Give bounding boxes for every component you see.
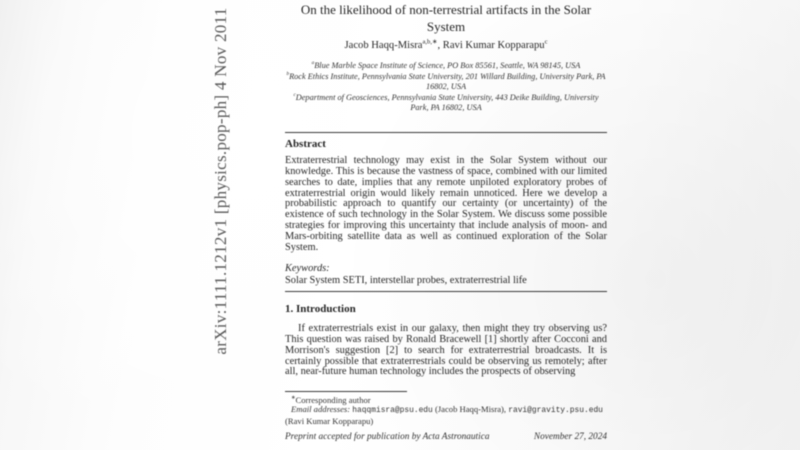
email-address-1: haqqmisra@psu.edu [352, 406, 433, 415]
affiliation-b-text: Rock Ethics Institute, Pennsylvania State University, 201 Willard Building, University Park, PA 16802, USA [289, 71, 606, 92]
affiliation-b [285, 72, 607, 93]
author-affil-marks-2: c [544, 38, 548, 46]
affiliation-b-mark: b [286, 70, 290, 77]
affiliation-c-text: Department of Geosciences, Pennsylvania State University, 443 Deike Building, University Park, PA 16802, USA [295, 92, 599, 113]
email-owner-1: (Jacob Haqq-Misra), [434, 404, 507, 414]
arxiv-identifier-stamp: arXiv:1111.1212v1 [physics.pop-ph] 4 Nov 2011 [211, 7, 230, 355]
affiliation-a-mark: a [311, 60, 315, 67]
paper-title-line-1: On the likelihood of non-terrestrial artifacts in the Solar [300, 2, 592, 17]
email-addresses-label: Email addresses: [291, 404, 351, 414]
email-addresses-note [285, 404, 607, 426]
keywords-label: Keywords: [285, 263, 330, 274]
author-separator: , [437, 40, 443, 51]
author-name-1: Jacob Haqq-Misra [344, 40, 423, 51]
footnote-rule [285, 391, 407, 392]
abstract-top-rule [285, 132, 607, 133]
affiliation-a [285, 61, 607, 72]
email-owner-2: (Ravi Kumar Kopparapu) [285, 416, 374, 426]
author-affil-marks-1: a,b,∗ [422, 38, 438, 46]
affiliation-a-text: Blue Marble Space Institute of Science, PO Box 85561, Seattle, WA 98145, USA [314, 61, 581, 70]
preprint-statement: Preprint accepted for publication by Acta Astronautica [285, 432, 490, 442]
section-heading-introduction: 1. Introduction [285, 303, 356, 315]
email-address-2: ravi@gravity.psu.edu [508, 406, 603, 415]
keywords-text: Solar System SETI, interstellar probes, extraterrestrial life [285, 275, 527, 286]
preprint-date: November 27, 2024 [533, 432, 607, 442]
affiliations-block [285, 61, 607, 114]
preprint-footer [285, 432, 607, 442]
paper-title-line-2: System [426, 18, 466, 34]
author-name-2: Ravi Kumar Kopparapu [442, 40, 545, 51]
abstract-bottom-rule [285, 291, 607, 292]
introduction-paragraph: If extraterrestrials exist in our galaxy, then might they try observing us? This question was raised by Ronald Bracewell [1] shortly after Cocconi and Morrison's suggestion [2] to search for extraterrestrial broadcasts. It is certainly possible that extraterrestrials could be observing us remotely; after all, near-future human technology includes the prospects of observing [285, 323, 607, 378]
corresponding-author-marker: ∗ [291, 395, 296, 402]
abstract-heading: Abstract [285, 138, 326, 150]
abstract-text: Extraterrestrial technology may exist in the Solar System without our knowledge. This is because the vastness of space, combined with our limited searches to date, implies that any remote unpiloted exploratory probes of extraterrestrial origin would likely remain unnoticed. Here we develop a probabilistic approach to quantify our certainty (or uncertainty) of the existence of such technology in the Solar System. We discuss some possible strategies for improving this uncertainty that include analysis of moon- and Mars-orbiting satellite data as well as continued exploration of the Solar System. [285, 155, 607, 253]
affiliation-c-mark: c [293, 92, 296, 99]
paper-title [285, 2, 607, 35]
corresponding-author-text: Corresponding author [295, 395, 371, 405]
authors-line [285, 40, 607, 51]
affiliation-c [285, 93, 607, 114]
